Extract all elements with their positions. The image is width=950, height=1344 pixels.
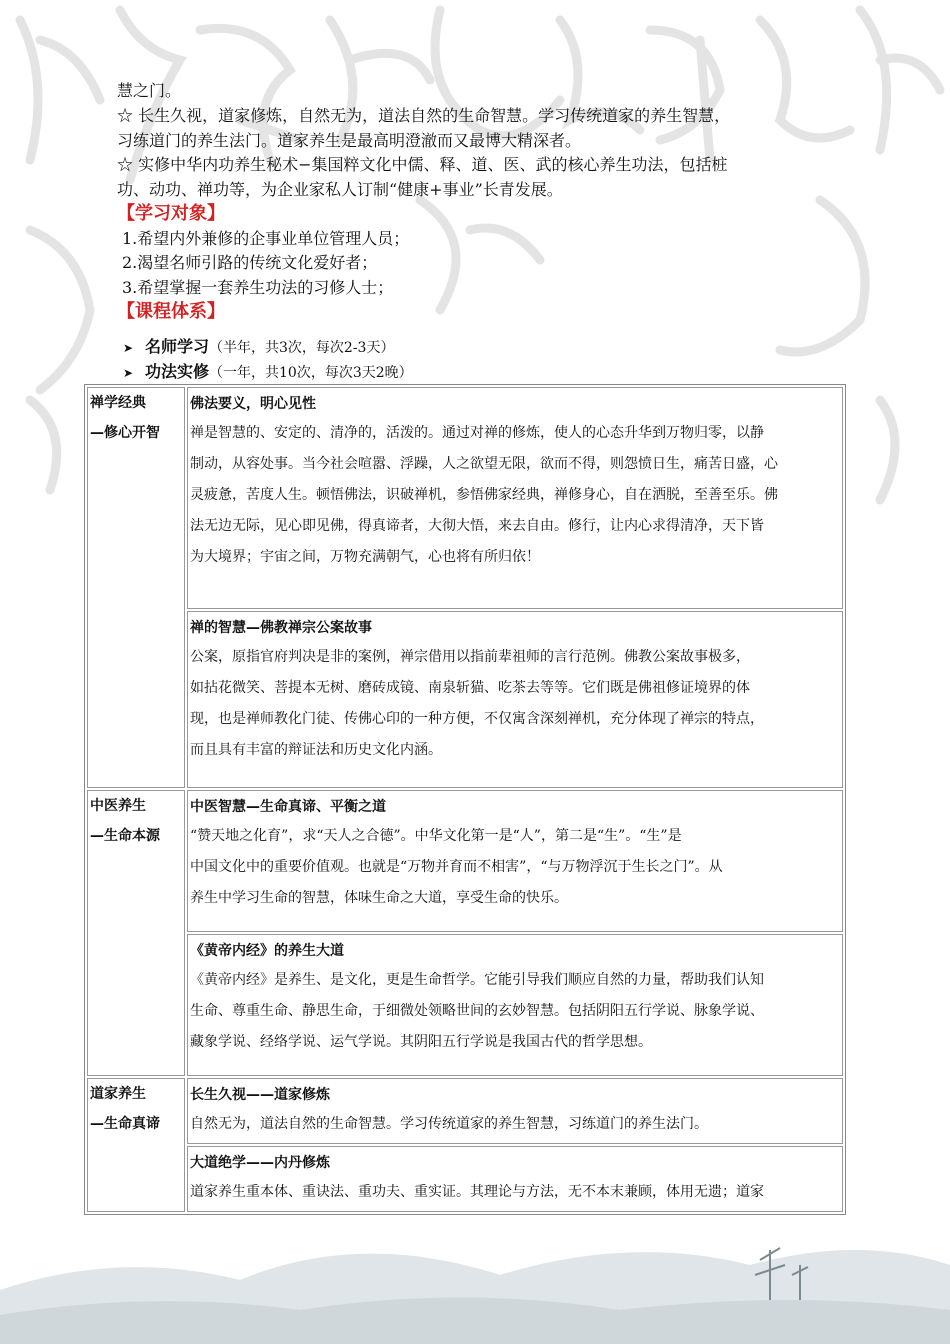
table-row xyxy=(87,1146,843,1212)
intro-line-3: 习练道门的养生法门。道家养生是最高明澄澈而又最博大精深者。 xyxy=(117,131,582,150)
system-bullet xyxy=(123,360,413,385)
body-line: 法无边无际，见心即见佛，得真谛者，大彻大悟，来去自由。修行，让内心求得清净，天下皆 xyxy=(190,518,764,534)
content-cell xyxy=(187,934,843,1076)
body-line: 道家养生重本体、重诀法、重功夫、重实证。其理论与方法，无不本末兼顾，体用无遗；道家 xyxy=(190,1184,764,1200)
section-body xyxy=(190,418,840,573)
section-title: 《黄帝内经》的养生大道 xyxy=(190,943,344,959)
category-cell xyxy=(87,387,185,788)
body-line: 灵疲惫，苦度人生。顿悟佛法，识破禅机，参悟佛家经典，禅修身心，自在洒脱，至善至乐。佛 xyxy=(190,487,778,503)
section-body xyxy=(190,642,840,766)
table-row xyxy=(87,790,843,932)
body-line: 中国文化中的重要价值观。也就是“万物并育而不相害”，“与万物浮沉于生长之门”。从 xyxy=(190,859,723,875)
table-row xyxy=(87,611,843,788)
category-name: 道家养生 xyxy=(90,1086,146,1102)
section-body xyxy=(190,1109,840,1140)
section-title: 长生久视——道家修炼 xyxy=(190,1087,330,1103)
arrow-bullet-icon: ➤ xyxy=(123,341,134,355)
content-cell xyxy=(187,1146,843,1212)
audience-heading: 【学习对象】 xyxy=(117,203,225,224)
body-line: 而且具有丰富的辩证法和历史文化内涵。 xyxy=(190,742,442,758)
section-body xyxy=(190,965,840,1058)
body-line: 禅是智慧的、安定的、清净的，活泼的。通过对禅的修炼，使人的心态升华到万物归零，以静 xyxy=(190,425,764,441)
section-title: 禅的智慧—佛教禅宗公案故事 xyxy=(190,620,372,636)
body-line: 为大境界；宇宙之间，万物充满朝气，心也将有所归依！ xyxy=(190,549,540,565)
audience-item: 2.渴望名师引路的传统文化爱好者； xyxy=(122,253,378,272)
system-heading: 【课程体系】 xyxy=(117,301,225,322)
table-row xyxy=(87,387,843,609)
content-cell xyxy=(187,611,843,788)
section-title: 中医智慧—生命真谛、平衡之道 xyxy=(190,799,386,815)
bullet-title: 功法实修 xyxy=(145,362,210,381)
section-title: 大道绝学——内丹修炼 xyxy=(190,1155,330,1171)
body-line: 现，也是禅师教化门徒、传佛心印的一种方便，不仅寓含深刻禅机，充分体现了禅宗的特点， xyxy=(190,711,764,727)
course-table xyxy=(84,384,846,1215)
category-subtitle: —生命真谛 xyxy=(90,1116,160,1132)
section-body xyxy=(190,821,840,914)
category-cell xyxy=(87,1078,185,1212)
content-cell xyxy=(187,1078,843,1144)
body-line: “赞天地之化育”，求“天人之合德”。中华文化第一是“人”，第二是“生”。“生”是 xyxy=(190,828,682,844)
category-name: 中医养生 xyxy=(90,798,146,814)
intro-line-2: ☆ 长生久视，道家修炼，自然无为，道法自然的生命智慧。学习传统道家的养生智慧， xyxy=(117,106,731,125)
intro-line-4: ☆ 实修中华内功养生秘术−集国粹文化中儒、释、道、医、武的核心养生功法，包括桩 xyxy=(117,155,728,174)
section-title: 佛法要义，明心见性 xyxy=(190,396,316,412)
content-cell xyxy=(187,790,843,932)
table-row xyxy=(87,934,843,1076)
body-line: 自然无为，道法自然的生命智慧。学习传统道家的养生智慧，习练道门的养生法门。 xyxy=(190,1116,708,1132)
body-line: 制动，从容处事。当今社会喧嚣、浮躁，人之欲望无限，欲而不得，则怨愤日生，痛苦日盛，心 xyxy=(190,456,778,472)
bullet-detail: （半年，共3次，每次2-3天） xyxy=(209,340,395,356)
system-bullet xyxy=(123,335,394,360)
intro-line-1: 慧之门。 xyxy=(117,81,182,100)
body-line: 藏象学说、经络学说、运气学说。其阴阳五行学说是我国古代的哲学思想。 xyxy=(190,1034,652,1050)
audience-item: 1.希望内外兼修的企事业单位管理人员； xyxy=(122,229,410,248)
arrow-bullet-icon: ➤ xyxy=(123,366,134,380)
category-name: 禅学经典 xyxy=(90,395,146,411)
body-line: 养生中学习生命的智慧，体味生命之大道，享受生命的快乐。 xyxy=(190,890,568,906)
content-cell xyxy=(187,387,843,609)
body-line: 生命、尊重生命、静思生命，于细微处领略世间的玄妙智慧。包括阴阳五行学说、脉象学说、 xyxy=(190,1003,764,1019)
section-body xyxy=(190,1177,840,1208)
bullet-title: 名师学习 xyxy=(145,337,210,356)
category-subtitle: —修心开智 xyxy=(90,425,160,441)
bullet-detail: （一年，共10次，每次3天2晚） xyxy=(209,365,413,381)
category-cell xyxy=(87,790,185,1076)
body-line: 《黄帝内经》是养生、是文化，更是生命哲学。它能引导我们顺应自然的力量，帮助我们认知 xyxy=(190,972,764,988)
category-subtitle: —生命本源 xyxy=(90,828,160,844)
body-line: 如拈花微笑、菩提本无树、磨砖成镜、南泉斩猫、吃茶去等等。它们既是佛祖修证境界的体 xyxy=(190,680,750,696)
body-line: 公案，原指官府判决是非的案例，禅宗借用以指前辈祖师的言行范例。佛教公案故事极多， xyxy=(190,649,750,665)
audience-item: 3.希望掌握一套养生功法的习修人士； xyxy=(122,278,394,297)
intro-line-5: 功、动功、禅功等，为企业家私人订制“健康+事业”长青发展。 xyxy=(117,180,563,199)
table-row xyxy=(87,1078,843,1144)
